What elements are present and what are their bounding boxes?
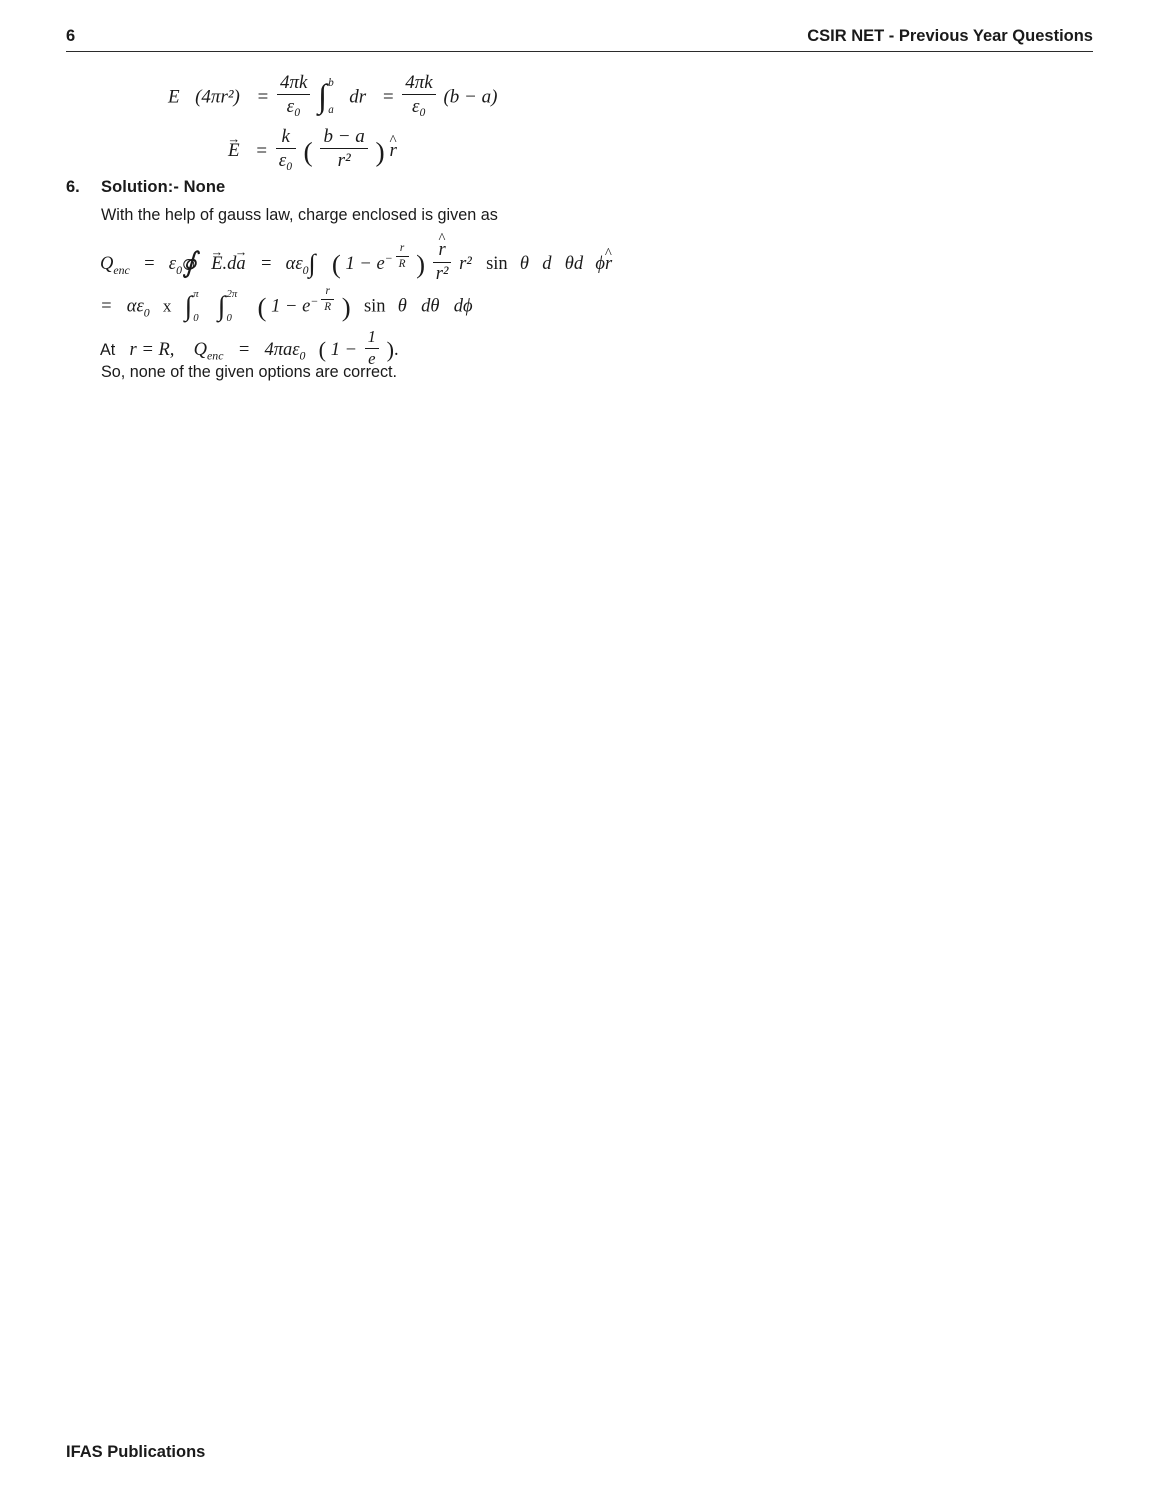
eq2-paren-open: ( <box>303 135 313 167</box>
page-number: 6 <box>66 27 76 45</box>
eq3-paren-close: ) <box>416 249 426 280</box>
eq1-dr: dr <box>349 86 367 108</box>
eq4-theta: θ <box>397 296 407 317</box>
eq5-r-equals-R: r = R, <box>129 339 175 360</box>
eq3-d2: d <box>573 254 584 275</box>
eq3-equals-2: = <box>259 254 273 275</box>
eq3-e: e <box>376 254 385 275</box>
eq4-exponent: − r R <box>310 294 337 308</box>
eq3-Q-subscript: enc <box>113 262 130 277</box>
eq3-sin: sin <box>486 254 508 275</box>
eq3-alpha-epsilon-subscript: 0 <box>302 262 309 277</box>
eq4-equals: = <box>100 296 113 317</box>
eq5-one-minus: 1 − <box>330 339 358 360</box>
item-number: 6. <box>66 178 80 196</box>
eq3-d1: d <box>542 254 552 275</box>
header-title: CSIR NET - Previous Year Questions <box>807 27 1093 45</box>
eq1-lhs-E: E <box>168 86 180 108</box>
eq4-exp-denominator: R <box>324 300 332 313</box>
eq1-frac2-numerator: 4πk <box>402 72 435 95</box>
equation-2 <box>228 126 397 172</box>
eq1-frac1-numerator: 4πk <box>277 72 310 95</box>
eq3-r-hat-tail: r ^ <box>605 254 612 275</box>
eq4-int2-upper: 2π <box>226 287 238 300</box>
eq4-int2-lower: 0 <box>226 312 232 325</box>
eq3-epsilon-subscript: 0 <box>176 262 182 277</box>
eq1-fraction-1 <box>277 72 310 118</box>
paragraph-intro: With the help of gauss law, charge enclosed is given as <box>101 206 498 224</box>
eq3-rhat-fraction <box>433 240 452 284</box>
eq4-exponent-fraction <box>321 285 334 313</box>
eq3-epsilon: ε <box>168 254 177 275</box>
eq5-paren-close: ) <box>386 336 395 362</box>
eq4-paren-open: ( <box>257 291 267 322</box>
eq3-exponent-fraction <box>396 242 409 270</box>
eq3-Q: Q <box>100 254 114 275</box>
eq4-int1-lower: 0 <box>193 312 199 325</box>
eq4-dtheta: dθ <box>421 296 440 317</box>
footer-publisher: IFAS Publications <box>66 1443 206 1461</box>
eq1-limit-upper: b <box>328 77 334 90</box>
eq1-fraction-2 <box>402 72 435 118</box>
eq4-dphi: dϕ <box>453 296 473 317</box>
eq4-sin: sin <box>363 296 386 317</box>
eq2-frac-denominator: ε₀ <box>278 150 293 172</box>
eq3-paren-open: ( <box>331 249 341 280</box>
eq4-one-minus: 1 − <box>271 296 298 317</box>
eq3-r-squared: r² <box>459 254 472 275</box>
eq4-alpha-epsilon-subscript: 0 <box>143 305 150 320</box>
eq1-lhs-paren: (4πr²) <box>195 86 240 108</box>
eq2-equals: = <box>255 140 268 162</box>
eq4-integral-2-limits <box>226 287 238 325</box>
eq5-Q: Q <box>193 339 208 360</box>
eq2-inner-numerator: b − a <box>320 126 367 149</box>
eq1-frac2-denominator: ε₀ <box>411 96 427 118</box>
page-header <box>66 26 1093 54</box>
eq1-limit-lower: a <box>328 104 334 117</box>
eq4-integral-1-limits <box>193 287 199 325</box>
eq3-phi: ϕ <box>595 254 605 275</box>
eq3-E-vector: E → <box>211 254 222 275</box>
eq5-coefficient-subscript: 0 <box>299 348 306 363</box>
eq2-paren-close: ) <box>375 135 385 167</box>
equation-1: E (4πr²) = $\frac{4\pi k}{\text{ε₀}}$ ∫ b a dr = $\frac{4\pi k}{\text{ε₀}}$ (b − a) <box>168 72 498 118</box>
eq5-period: . <box>394 339 399 360</box>
paragraph-conclusion: So, none of the given options are correct. <box>101 363 398 381</box>
equation-4: = $\alpha\varepsilon_0$ x ∫ π 0 ∫ 2π 0 ( $1 - e^{- \frac{r}{R}}$ ) sin θ dθ dϕ <box>100 285 473 325</box>
eq5-lead-text: At <box>100 340 116 359</box>
eq3-dot-d: .d <box>222 254 237 275</box>
eq3-theta-2: θ <box>564 254 574 275</box>
eq3-alpha-epsilon: αε <box>285 254 303 275</box>
eq3-equals-1: = <box>143 254 156 275</box>
eq3-one-minus: 1 − <box>345 254 372 275</box>
eq1-equals-2: = <box>381 86 395 108</box>
eq3-rhat-denominator: r² <box>435 263 449 284</box>
eq5-frac-numerator: 1 <box>365 328 379 349</box>
eq3-rhat-numerator: r ^ <box>433 240 452 263</box>
eq3-a-vector: a → <box>236 254 245 275</box>
eq3-exponent: − r R <box>385 251 412 265</box>
eq2-frac-numerator: k <box>276 126 296 149</box>
eq5-Q-subscript: enc <box>207 348 224 363</box>
eq5-frac-denominator: e <box>368 348 376 368</box>
eq1-integral-limits <box>328 77 334 117</box>
eq2-fraction-outer <box>276 126 296 172</box>
eq4-exp-numerator: r <box>321 285 334 300</box>
eq3-exp-denominator: R <box>398 258 406 270</box>
eq2-E-vector: E → <box>228 140 240 162</box>
header-divider <box>66 51 1093 52</box>
eq1-frac1-denominator: ε₀ <box>286 96 301 118</box>
eq3-exp-numerator: r <box>396 242 409 257</box>
eq4-times: x <box>162 296 172 316</box>
eq4-e: e <box>302 296 311 317</box>
eq5-coefficient: 4πaε <box>264 339 300 360</box>
equation-3: $Q_{enc}$ = $\varepsilon_0∮$ E →.da → = $\alpha\varepsilon_0\int$ ( $1 - e^{- \frac{r}{R}}$ ) $\frac{r \^{}}{\text{r²}}$ r² sin θ d θd ϕr ^ <box>100 240 612 284</box>
eq4-int1-upper: π <box>193 287 199 300</box>
eq4-alpha-epsilon: αε <box>126 296 144 317</box>
eq3-theta: θ <box>519 254 530 275</box>
item-heading: Solution:- None <box>101 178 226 196</box>
eq5-equals: = <box>237 339 251 360</box>
eq1-equals: = <box>256 86 270 108</box>
eq4-paren-close: ) <box>341 291 351 322</box>
eq2-inner-denominator: r² <box>337 150 351 172</box>
eq2-r-hat: r ^ <box>389 140 396 162</box>
eq1-tail: (b − a) <box>443 86 498 108</box>
eq5-paren-open: ( <box>318 336 327 362</box>
eq2-fraction-inner <box>320 126 367 172</box>
